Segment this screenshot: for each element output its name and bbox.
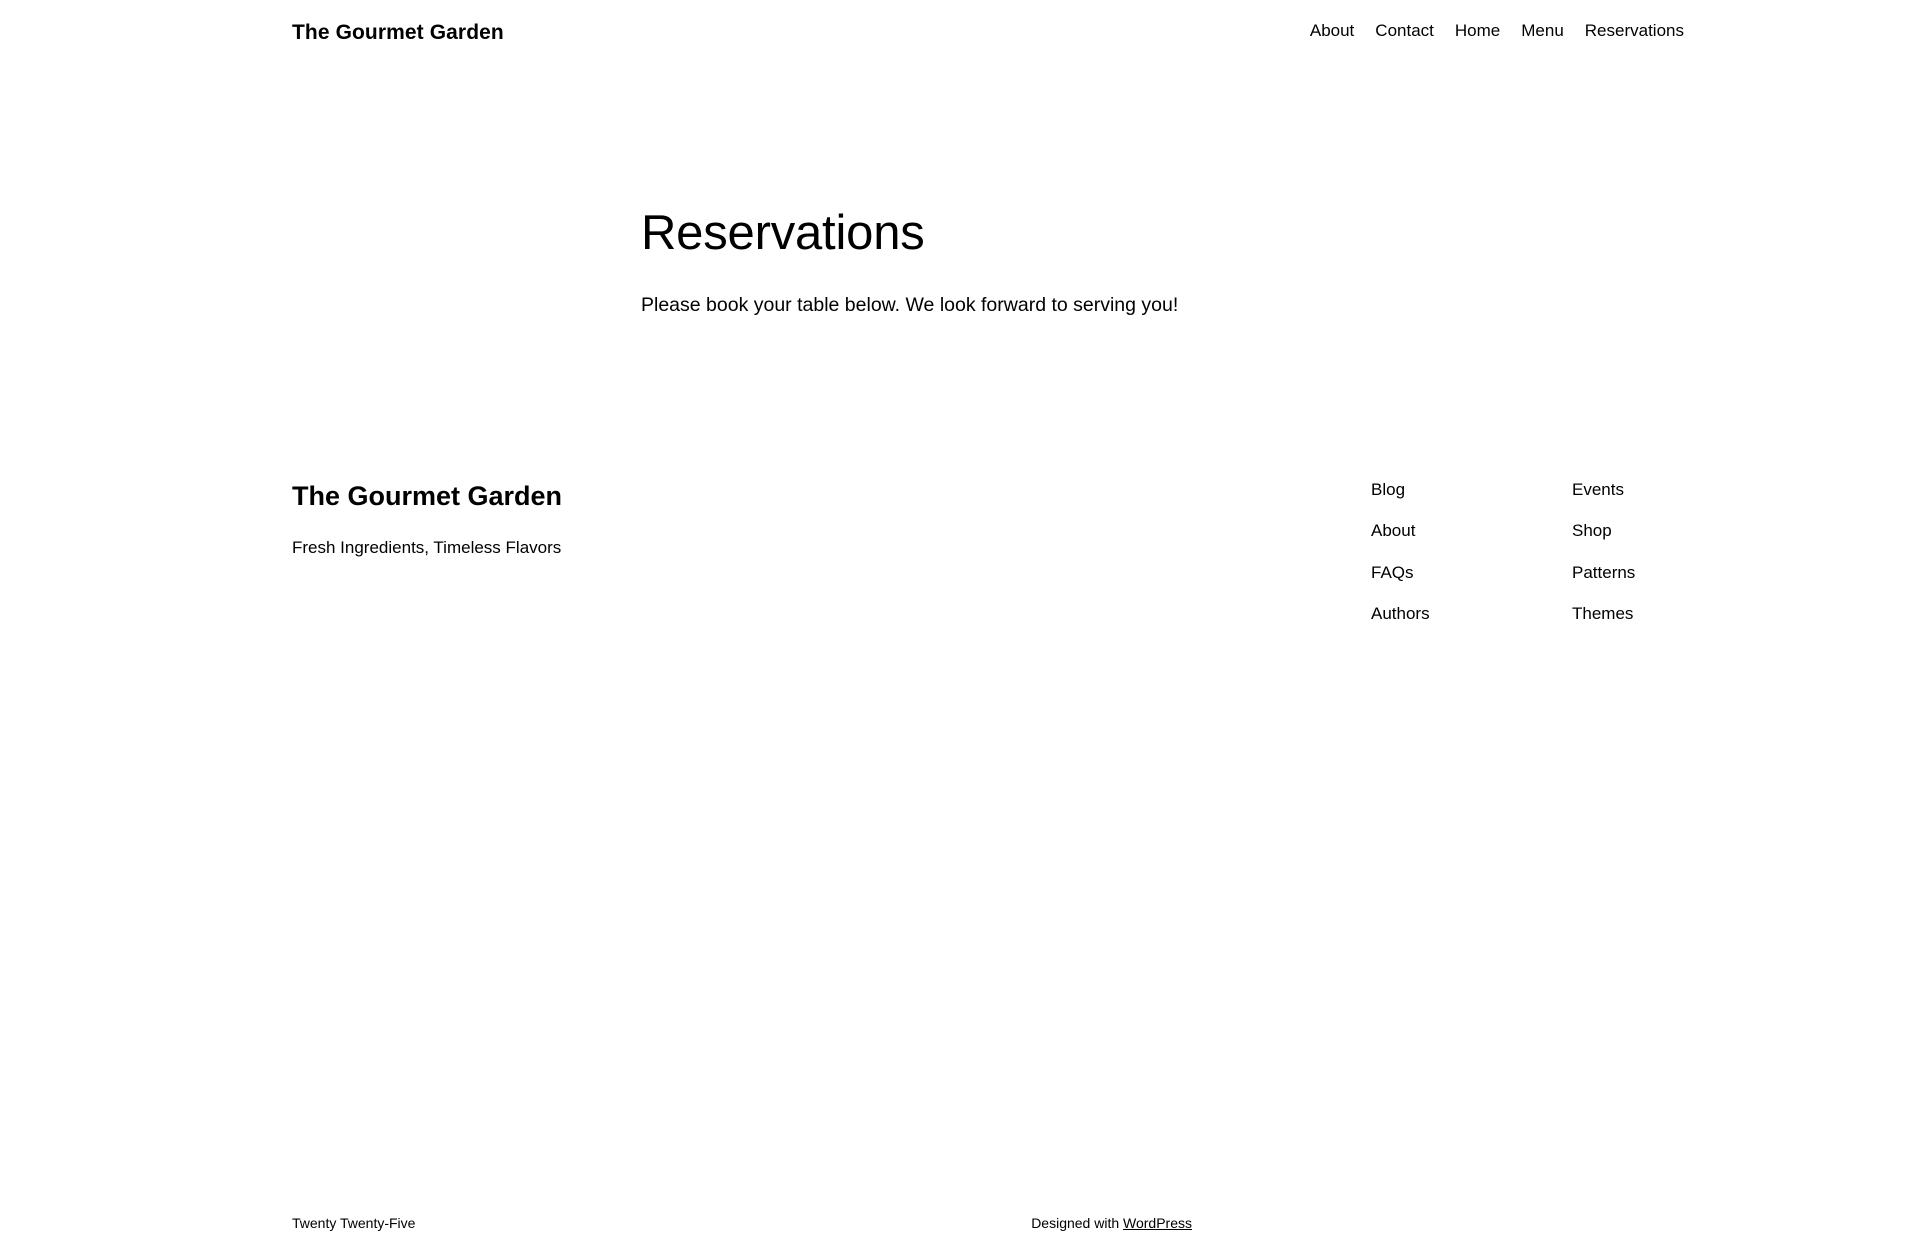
site-title-wrap[interactable] xyxy=(292,22,504,44)
list-item xyxy=(1371,480,1572,500)
footer-link-about[interactable]: About xyxy=(1371,521,1416,541)
site-title: The Gourmet Garden xyxy=(292,21,504,44)
list-item xyxy=(1371,563,1572,583)
nav-item-about[interactable]: About xyxy=(1309,21,1355,40)
footer-column-one xyxy=(1371,480,1572,646)
footer-designed-with xyxy=(1031,1215,1192,1232)
site-header xyxy=(0,0,1920,70)
footer-designed-with-label: Designed with xyxy=(1031,1215,1124,1231)
nav-item-home[interactable]: Home xyxy=(1454,21,1501,40)
list-item xyxy=(1371,604,1572,624)
footer-link-events[interactable]: Events xyxy=(1572,480,1624,499)
footer-link-blog[interactable]: Blog xyxy=(1371,480,1406,499)
page-intro-text: Please book your table below. We look forward to serving you! xyxy=(641,294,1179,317)
list-item xyxy=(1572,521,1773,541)
footer-column-two xyxy=(1572,480,1773,646)
footer-wordpress-link[interactable]: WordPress xyxy=(1123,1215,1192,1231)
footer-link-faqs[interactable]: FAQs xyxy=(1371,562,1414,582)
footer-site-title: The Gourmet Garden xyxy=(292,481,563,511)
footer-bottom-bar xyxy=(0,1215,1920,1235)
main-navigation xyxy=(1310,22,1684,39)
footer-link-columns xyxy=(1371,480,1773,646)
footer-brand xyxy=(292,480,992,560)
nav-item-contact[interactable]: Contact xyxy=(1375,21,1434,40)
footer-tagline: Fresh Ingredients, Timeless Flavors xyxy=(292,538,562,558)
page-title: Reservations xyxy=(641,206,925,260)
footer-link-themes[interactable]: Themes xyxy=(1572,604,1634,624)
main-content xyxy=(641,205,1641,321)
nav-item-reservations[interactable]: Reservations xyxy=(1584,21,1684,40)
footer-theme-credit: Twenty Twenty-Five xyxy=(292,1215,416,1231)
list-item xyxy=(1572,604,1773,624)
footer-link-authors[interactable]: Authors xyxy=(1371,604,1430,624)
nav-item-menu[interactable]: Menu xyxy=(1521,21,1564,40)
list-item xyxy=(1572,480,1773,500)
footer-link-patterns[interactable]: Patterns xyxy=(1572,562,1636,582)
list-item xyxy=(1572,563,1773,583)
footer-link-shop[interactable]: Shop xyxy=(1572,521,1612,541)
list-item xyxy=(1371,521,1572,541)
